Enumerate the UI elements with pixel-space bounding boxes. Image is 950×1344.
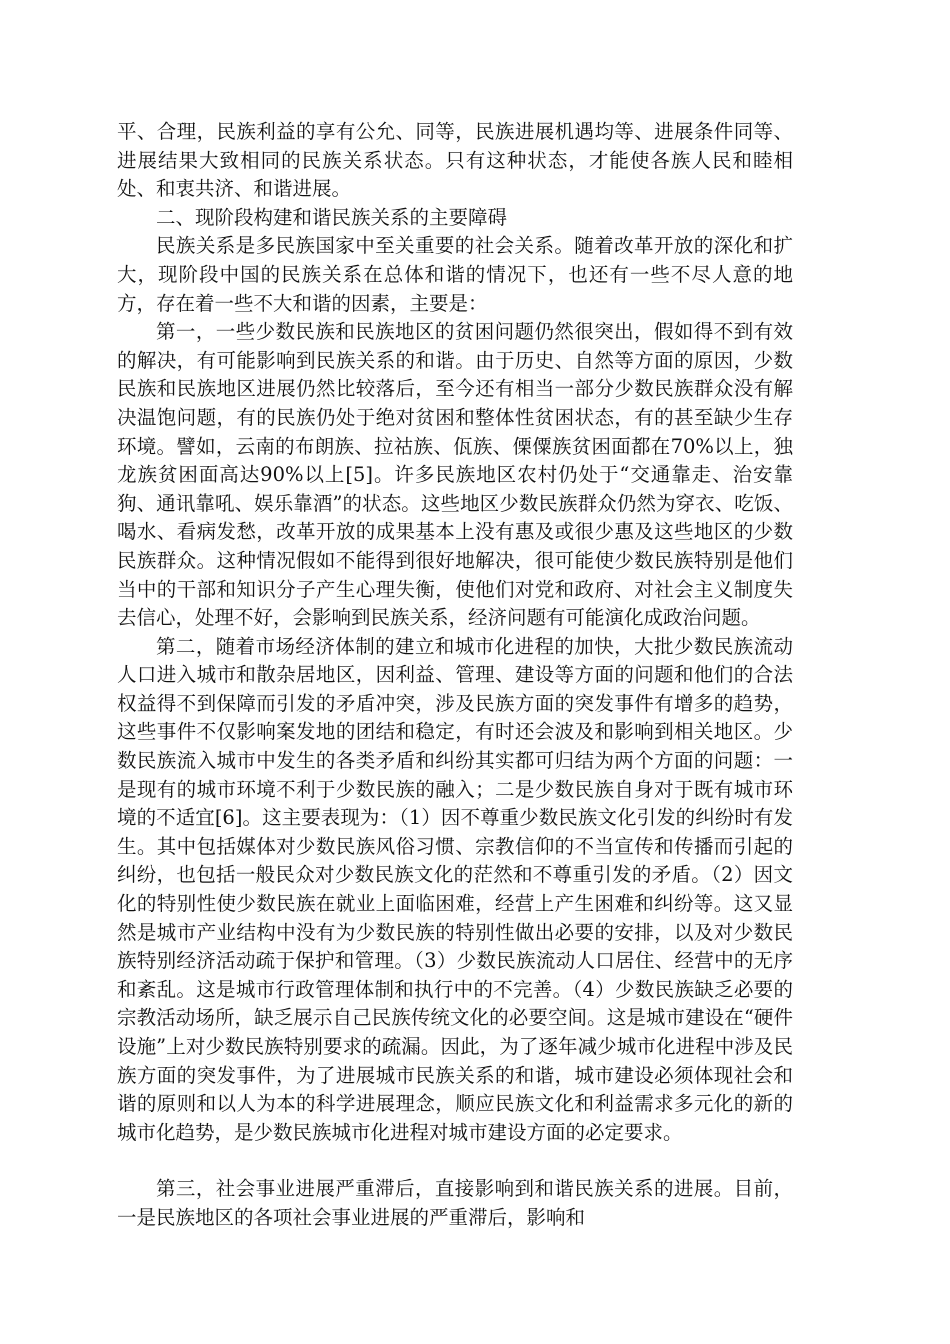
paragraph-intro: 民族关系是多民族国家中至关重要的社会关系。随着改革开放的深化和扩大，现阶段中国的民族关系在总体和谐的情况下，也还有一些不尽人意的地方，存在着一些不大和谐的因素，主要是： <box>117 234 793 315</box>
paragraph-continuation: 平、合理，民族利益的享有公允、同等，民族进展机遇均等、进展条件同等、进展结果大致相同的民族关系状态。只有这种状态，才能使各族人民和睦相处、和衷共济、和谐进展。 <box>117 120 793 201</box>
section-heading: 二、现阶段构建和谐民族关系的主要障碍 <box>156 205 508 229</box>
paragraph-first-point: 第一，一些少数民族和民族地区的贫困问题仍然很突出，假如得不到有效的解决，有可能影响到民族关系的和谐。由于历史、自然等方面的原因，少数民族和民族地区进展仍然比较落后，至今还有相当一部分少数民族群众没有解决温饱问题，有的民族仍处于绝对贫困和整体性贫困状态，有的甚至缺少生存环境。譬如，云南的布朗族、拉祜族、佤族、傈僳族贫困面都在70%以上，独龙族贫困面高达90%以上[5]。许多民族地区农村仍处于“交通靠走、治安靠狗、通讯靠吼、娱乐靠酒”的状态。这些地区少数民族群众仍然为穿衣、吃饭、喝水、看病发愁，改革开放的成果基本上没有惠及或很少惠及这些地区的少数民族群众。这种情况假如不能得到很好地解决，很可能使少数民族特别是他们当中的干部和知识分子产生心理失衡，使他们对党和政府、对社会主义制度失去信心，处理不好，会影响到民族关系，经济问题有可能演化成政治问题。 <box>117 320 793 630</box>
paragraph-second-point: 第二，随着市场经济体制的建立和城市化进程的加快，大批少数民族流动人口进入城市和散杂居地区，因利益、管理、建设等方面的问题和他们的合法权益得不到保障而引发的矛盾冲突，涉及民族方面的突发事件有增多的趋势，这些事件不仅影响案发地的团结和稳定，有时还会波及和影响到相关地区。少数民族流入城市中发生的各类矛盾和纠纷其实都可归结为两个方面的问题：一是现有的城市环境不利于少数民族的融入；二是少数民族自身对于既有城市环境的不适宜[6]。这主要表现为：（1）因不尊重少数民族文化引发的纠纷时有发生。其中包括媒体对少数民族风俗习惯、宗教信仰的不当宣传和传播而引起的纠纷，也包括一般民众对少数民族文化的茫然和不尊重引发的矛盾。（2）因文化的特别性使少数民族在就业上面临困难，经营上产生困难和纠纷等。这又显然是城市产业结构中没有为少数民族的特别性做出必要的安排，以及对少数民族特别经济活动疏于保护和管理。（3）少数民族流动人口居住、经营中的无序和紊乱。这是城市行政管理体制和执行中的不完善。（4）少数民族缺乏必要的宗教活动场所，缺乏展示自己民族传统文化的必要空间。这是城市建设在“硬件设施”上对少数民族特别要求的疏漏。因此，为了逐年减少城市化进程中涉及民族方面的突发事件，为了进展城市民族关系的和谐，城市建设必须体现社会和谐的原则和以人为本的科学进展理念，顺应民族文化和利益需求多元化的新的城市化趋势，是少数民族城市化进程对城市建设方面的必定要求。 <box>117 634 793 1144</box>
paragraph-third-point: 第三，社会事业进展严重滞后，直接影响到和谐民族关系的进展。目前，一是民族地区的各项社会事业进展的严重滞后，影响和 <box>117 1177 793 1229</box>
document-page <box>117 118 793 1233</box>
paragraph-spacer <box>117 1147 793 1175</box>
